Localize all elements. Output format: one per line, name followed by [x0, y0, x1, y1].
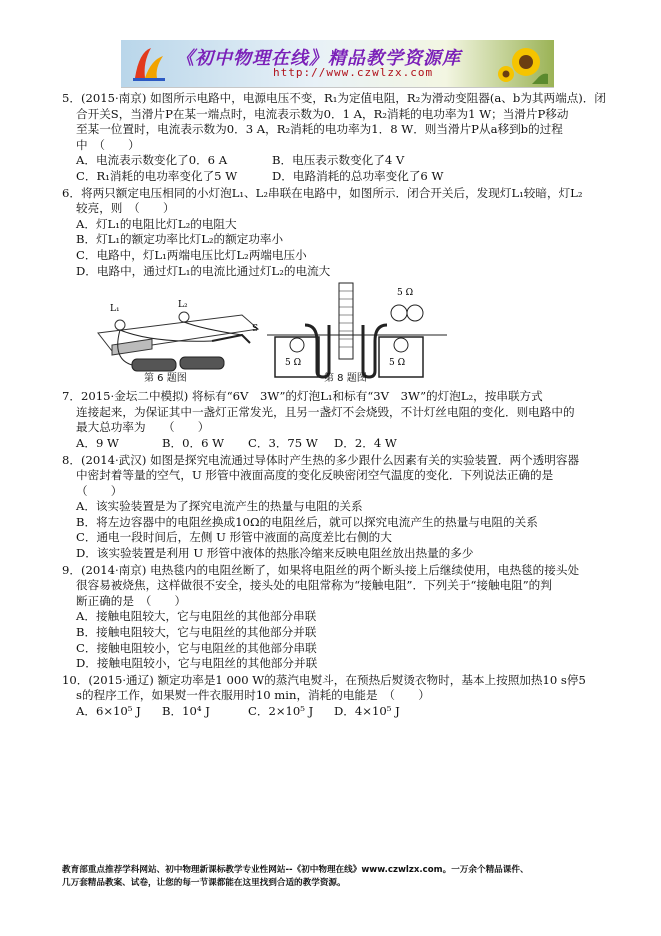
figure-8-caption: 第 8 题图: [324, 373, 367, 385]
question-text: 中密封着等量的空气，U 形管中液面高度的变化反映密闭空气温度的变化．下列说法正确的是: [76, 468, 554, 483]
question-8: [62, 453, 594, 562]
option-b: B．接触电阻较大，它与电阻丝的其他部分并联: [76, 625, 317, 640]
option-c: C．电路中，灯L₁两端电压比灯L₂两端电压小: [76, 247, 307, 262]
question-text: 最大总功率为 （ ）: [76, 420, 210, 435]
question-text: 6．将两只额定电压相同的小灯泡L₁、L₂串联在电路中，如图所示．闭合开关后，发现灯L₁较暗，灯L₂: [62, 185, 583, 200]
figures-row: [62, 281, 594, 383]
label-right-resistor: 5 Ω: [389, 358, 406, 369]
page-footer: [62, 864, 622, 890]
question-5: [62, 91, 606, 185]
option-c: C．通电一段时间后，左侧 U 形管中液面的高度差比右侧的大: [76, 530, 392, 545]
label-s: S: [252, 324, 259, 335]
switch-icon: [212, 335, 250, 343]
question-text: （ ）: [76, 483, 123, 498]
question-text: 7．2015·金坛二中模拟) 将标有“6V 3W”的灯泡L₁和标有“3V 3W”的灯泡L₂，按串联方式: [62, 389, 543, 404]
option-d: D．电路消耗的总功率变化了6 W: [272, 168, 444, 183]
sunflower-icon: [496, 44, 548, 84]
option-d: D．4×10⁵ J: [334, 704, 400, 718]
figure-6-caption: 第 6 题图: [144, 373, 187, 385]
battery-icon: [180, 357, 224, 369]
option-a: A．9 W: [76, 435, 119, 450]
question-10: [62, 673, 594, 720]
label-left-resistor: 5 Ω: [285, 358, 302, 369]
question-list: [62, 91, 606, 721]
option-a: A．6×10⁵ J: [76, 704, 141, 718]
option-b: B．0．6 W: [162, 435, 225, 450]
option-a: A．该实验装置是为了探究电流产生的热量与电阻的关系: [76, 499, 363, 514]
question-text: 8．(2014·武汉) 如图是探究电流通过导体时产生热的多少跟什么因素有关的实验装置．两个透明容器: [62, 452, 580, 467]
site-banner: [121, 40, 554, 88]
option-c: C．2×10⁵ J: [248, 704, 314, 718]
question-6: [62, 186, 594, 280]
question-text: 连接起来，为保证其中一盏灯正常发光，且另一盏灯不会烧毁，不计灯丝电阻的变化．则电路中的: [76, 404, 575, 419]
battery-icon: [132, 359, 176, 371]
option-a: A．灯L₁的电阻比灯L₂的电阻大: [76, 216, 237, 231]
footer-line: 教育部重点推荐学科网站、初中物理新课标教学专业性网站--《初中物理在线》www.czwlzx.com。一万余个精品课件、: [62, 865, 529, 875]
question-text: s的程序工作，如果熨一件衣服用时10 min，消耗的电能是 （ ）: [76, 688, 430, 703]
question-text: 很容易被烧焦，这样做很不安全，接头处的电阻常称为“接触电阻”．下列关于“接触电阻”的判: [76, 578, 552, 593]
label-l1: L₁: [110, 304, 120, 315]
label-top-resistor: 5 Ω: [397, 288, 414, 299]
label-l2: L₂: [178, 300, 188, 311]
footer-line: 几万套精品教案、试卷，让您的每一节课都能在这里找到合适的教学资源。: [62, 878, 346, 888]
figure-8-apparatus: [267, 281, 447, 381]
option-c: C．3．75 W: [248, 435, 318, 450]
figure-6-circuit: [92, 299, 262, 377]
banner-title: 《初中物理在线》精品教学资源库: [176, 48, 461, 69]
option-d: D．该实验装置是利用 U 形管中液体的热胀冷缩来反映电阻丝放出热量的多少: [76, 546, 474, 561]
option-c: C．R₁消耗的电功率变化了5 W: [76, 168, 238, 183]
option-c: C．接触电阻较小，它与电阻丝的其他部分串联: [76, 640, 317, 655]
question-text: 较亮，则 （ ）: [76, 201, 175, 216]
question-7: [62, 389, 594, 451]
question-text: 合开关S，当滑片P在某一端点时，电流表示数为0．1 A，R₂消耗的电功率为1 W；当滑片P移动: [76, 106, 569, 121]
question-text: 9．(2014·南京) 电热毯内的电阻丝断了，如果将电阻丝的两个断头接上后继续使用，电热毯的接头处: [62, 562, 580, 577]
banner-url[interactable]: http://www.czwlzx.com: [273, 66, 434, 79]
option-d: D．电路中，通过灯L₁的电流比通过灯L₂的电流大: [76, 263, 331, 278]
option-d: D．接触电阻较小，它与电阻丝的其他部分并联: [76, 656, 318, 671]
question-text: 至某一位置时，电流表示数为0．3 A，R₂消耗的电功率为1．8 W．则当滑片P从a移到b的过程: [76, 122, 563, 137]
question-text: 5．(2015·南京) 如图所示电路中，电源电压不变，R₁为定值电阻，R₂为滑动变阻器(a、b为其两端点)．闭: [62, 91, 606, 105]
question-text: 10．(2015·通辽) 额定功率是1 000 W的蒸汽电熨斗，在预热后熨烫衣物时，基本上按照加热10 s停5: [62, 672, 586, 687]
lamp-l2-icon: [179, 312, 189, 322]
option-d: D．2．4 W: [334, 435, 397, 450]
option-b: B．电压表示数变化了4 V: [272, 153, 405, 168]
question-9: [62, 563, 594, 672]
question-text: 中 （ ）: [76, 137, 140, 152]
lamp-l1-icon: [115, 320, 125, 330]
option-b: B．10⁴ J: [162, 704, 210, 718]
option-a: A．接触电阻较大，它与电阻丝的其他部分串联: [76, 609, 317, 624]
option-b: B．将左边容器中的电阻丝换成10Ω的电阻丝后，就可以探究电流产生的热量与电阻的关系: [76, 514, 538, 529]
option-a: A．电流表示数变化了0．6 A: [76, 153, 228, 168]
question-text: 断正确的是 （ ）: [76, 593, 187, 608]
option-b: B．灯L₁的额定功率比灯L₂的额定功率小: [76, 232, 284, 247]
site-logo-icon: [129, 44, 169, 84]
